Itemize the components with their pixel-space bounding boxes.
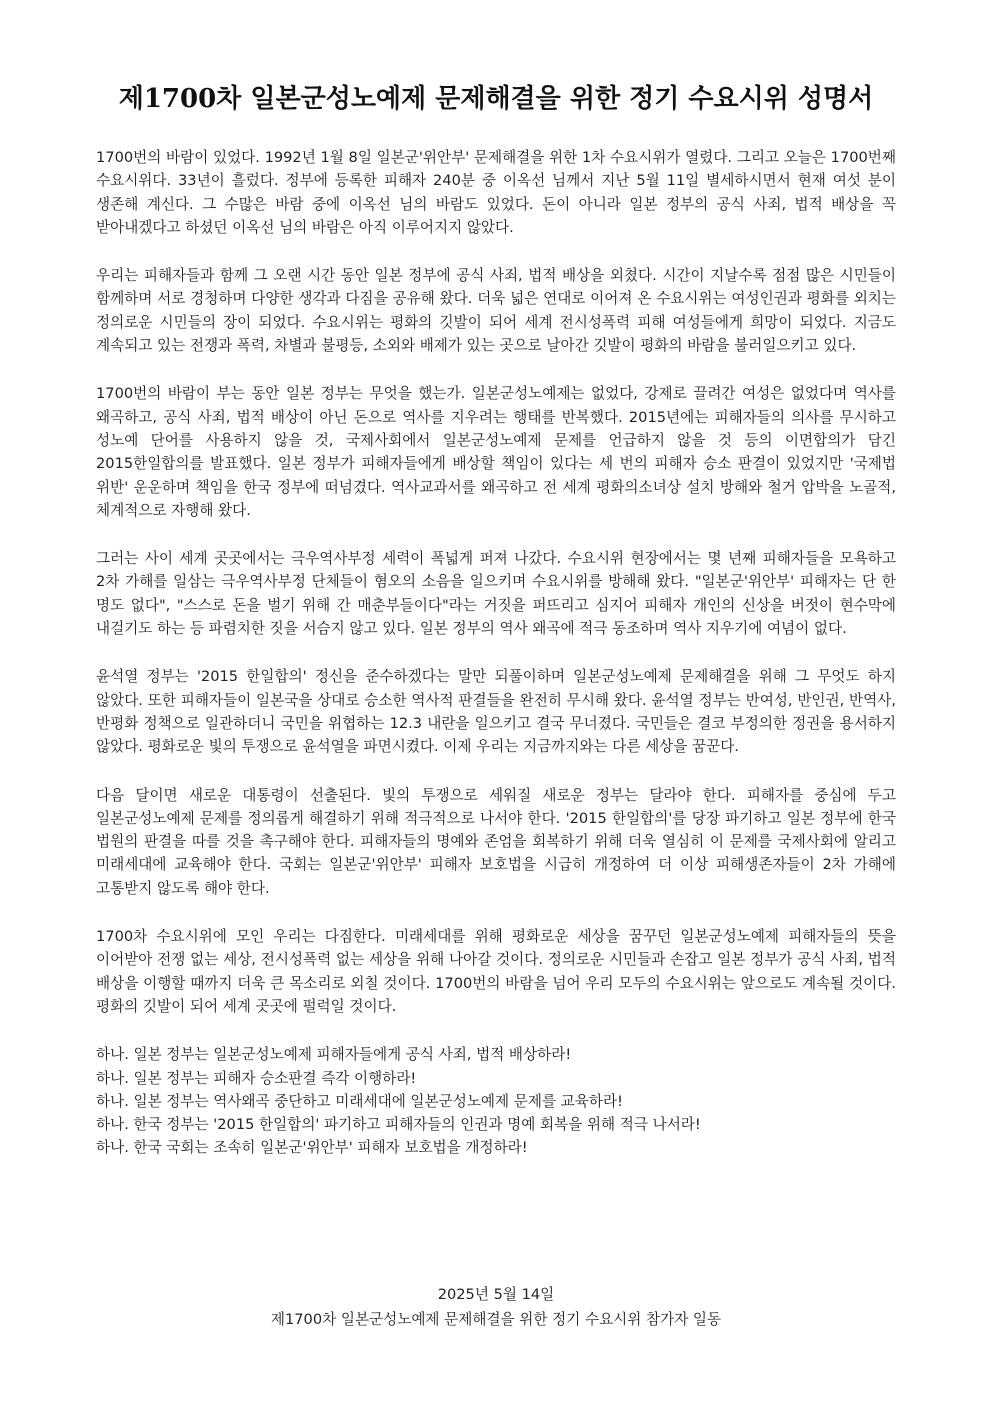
page-title: 제1700차 일본군성노예제 문제해결을 위한 정기 수요시위 성명서 bbox=[118, 84, 874, 114]
paragraph-6: 다음 달이면 새로운 대통령이 선출된다. 빛의 투쟁으로 세워질 새로운 정부는 달라야 한다. 피해자를 중심에 두고 일본군성노예제 문제를 정의롭게 해결하기 위해 적극적으로 나서야 한다. '2015 한일합의'를 당장 파기하고 일본 정부에 한국 법원의 판결을 따를 것을 촉구해야 한다. 피해자들의 명예와 존엄을 회복하기 위해 더욱 열심히 이 문제를 국제사회에 알리고 미래세대에 교육해야 한다. 국회는 일본군'위안부' 피해자 보호법을 시급히 개정하여 더 이상 피해생존자들이 2차 가해에 고통받지 않도록 해야 한다. bbox=[96, 786, 896, 897]
resolution-item: 하나. 일본 정부는 역사왜곡 중단하고 미래세대에 일본군성노예제 문제를 교육하라! bbox=[96, 1092, 623, 1110]
resolution-item: 하나. 한국 정부는 '2015 한일합의' 파기하고 피해자들의 인권과 명예 회복을 위해 적극 나서라! bbox=[96, 1116, 701, 1134]
paragraph-2: 우리는 피해자들과 함께 그 오랜 시간 동안 일본 정부에 공식 사죄, 법적 배상을 외쳤다. 시간이 지날수록 점점 많은 시민들이 함께하며 서로 경청하며 다양한 생각과 다짐을 공유해 왔다. 더욱 넓은 연대로 이어져 온 수요시위는 여성인권과 평화를 외치는 정의로운 시민들의 장이 되었다. 수요시위는 평화의 깃발이 되어 세계 전시성폭력 피해 여성들에게 희망이 되었다. 지금도 계속되고 있는 전쟁과 폭력, 차별과 불평등, 소외와 배제가 있는 곳으로 날아간 깃발이 평화의 바람을 불러일으키고 있다. bbox=[96, 267, 896, 355]
resolution-item: 하나. 한국 국회는 조속히 일본군'위안부' 피해자 보호법을 개정하라! bbox=[96, 1139, 528, 1157]
paragraph-1: 1700번의 바람이 있었다. 1992년 1월 8일 일본군'위안부' 문제해결을 위한 1차 수요시위가 열렸다. 그리고 오늘은 1700번째 수요시위다. 33년이 흘렀다. 정부에 등록한 피해자 240분 중 이옥선 님께서 지난 5월 11일 별세하시면서 현재 여섯 분이 생존해 계신다. 그 수많은 바람 중에 이옥선 님의 바람도 있었다. 돈이 아니라 일본 정부의 공식 사죄, 법적 배상을 꼭 받아내겠다고 하셨던 이옥선 님의 바람은 아직 이루어지지 않았다. bbox=[96, 149, 896, 236]
statement-date: 2025년 5월 14일 bbox=[437, 1286, 555, 1303]
resolution-item: 하나. 일본 정부는 피해자 승소판결 즉각 이행하라! bbox=[96, 1069, 417, 1087]
paragraph-3: 1700번의 바람이 부는 동안 일본 정부는 무엇을 했는가. 일본군성노예제는 없었다, 강제로 끌려간 여성은 없었다며 역사를 왜곡하고, 공식 사죄, 법적 배상이 아닌 돈으로 역사를 지우려는 행태를 반복했다. 2015년에는 피해자들의 의사를 무시하고 성노예 단어를 사용하지 않을 것, 국제사회에서 일본군성노예제 문제를 언급하지 않을 것 등의 이면합의가 담긴 2015한일합의를 발표했다. 일본 정부가 피해자들에게 배상할 책임이 있다는 세 번의 피해자 승소 판결이 있었지만 '국제법 위반' 운운하며 책임을 한국 정부에 떠넘겼다. 역사교과서를 왜곡하고 전 세계 평화의소녀상 설치 방해와 철거 압박을 노골적, 체계적으로 자행해 왔다. bbox=[96, 385, 896, 519]
paragraph-5: 윤석열 정부는 '2015 한일합의' 정신을 준수하겠다는 말만 되풀이하며 일본군성노예제 문제해결을 위해 그 무엇도 하지 않았다. 또한 피해자들이 일본국을 상대로 승소한 역사적 판결들을 완전히 무시해 왔다. 윤석열 정부는 반여성, 반인권, 반역사, 반평화 정책으로 일관하더니 국민을 위협하는 12.3 내란을 일으키고 결국 무너졌다. 국민들은 결코 부정의한 정권을 용서하지 않았다. 평화로운 빛의 투쟁으로 윤석열을 파면시켰다. 이제 우리는 지금까지와는 다른 세상을 꿈꾼다. bbox=[96, 668, 896, 756]
signature-block bbox=[0, 1282, 992, 1332]
paragraph-7: 1700차 수요시위에 모인 우리는 다짐한다. 미래세대를 위해 평화로운 세상을 꿈꾸던 일본군성노예제 피해자들의 뜻을 이어받아 전쟁 없는 세상, 전시성폭력 없는 세상을 위해 나아갈 것이다. 정의로운 시민들과 손잡고 일본 정부가 공식 사죄, 법적 배상을 이행할 때까지 더욱 큰 목소리로 외칠 것이다. 1700번의 바람을 넘어 우리 모두의 수요시위는 앞으로도 계속될 것이다. 평화의 깃발이 되어 세계 곳곳에 펄럭일 것이다. bbox=[96, 928, 896, 1015]
statement-signatories: 제1700차 일본군성노예제 문제해결을 위한 정기 수요시위 참가자 일동 bbox=[270, 1311, 722, 1328]
resolution-list bbox=[96, 1043, 896, 1159]
paragraph-4: 그러는 사이 세계 곳곳에서는 극우역사부정 세력이 폭넓게 퍼져 나갔다. 수요시위 현장에서는 몇 년째 피해자들을 모욕하고 2차 가해를 일삼는 극우역사부정 단체들이 혐오의 소음을 일으키며 수요시위를 방해해 왔다. "일본군'위안부' 피해자는 단 한 명도 없다", "스스로 돈을 벌기 위해 간 매춘부들이다"라는 거짓을 퍼뜨리고 심지어 피해자 개인의 신상을 버젓이 현수막에 내걸기도 하는 등 파렴치한 짓을 서슴지 않고 있다. 일본 정부의 역사 왜곡에 적극 동조하며 역사 지우기에 여념이 없다. bbox=[96, 550, 896, 638]
statement-body bbox=[96, 146, 896, 1160]
resolution-item: 하나. 일본 정부는 일본군성노예제 피해자들에게 공식 사죄, 법적 배상하라! bbox=[96, 1046, 572, 1064]
